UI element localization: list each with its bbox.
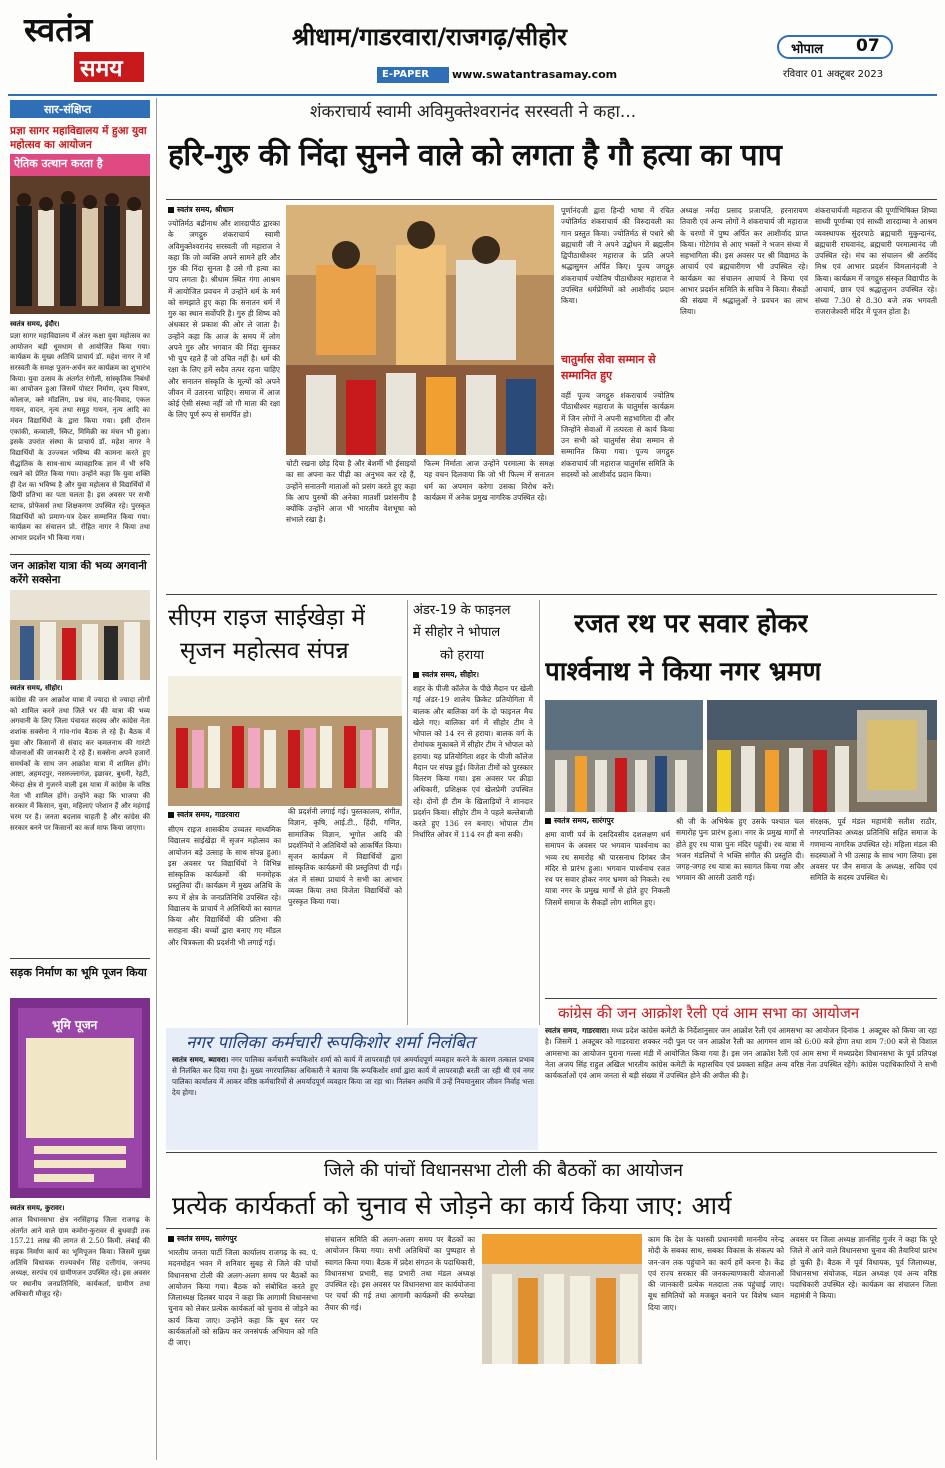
bjp-kicker: जिले की पांचों विधानसभा टोली की बैठकों का आयोजन [324,1160,683,1181]
byline-bullet-icon [168,207,174,213]
sidebar-story2-byline: स्वतंत्र समय, सीहोर। [10,684,63,692]
u19-headline-line1: अंडर-19 के फाइनल [413,603,511,618]
cm-rise-headline-line1: सीएम राइज साईखेड़ा में [168,605,366,631]
nagar-text-body: नगर पालिका कर्मचारी रूपकिशोर शर्मा को कार्य में लापरवाही एवं अमर्यादपूर्ण व्यवहार करने के कारण तत्काल प्रभाव से निलंबित कर दिया गया है। मुख्य नगरपालिका अधिकारी ने बताया कि रूपकिशोर शर्मा द्वारा कार्य में लापरवाही बरती जा रही थी एवं नगर पालिका कार्यालय में आकर वरिष्ठ कर्मचारियों से अमर्यादपूर्ण व्यवहार किया जा रहा था। निलंबन अवधि में उन्हें नियमानुसार जीवन निर्वाह भत्ता देय होगा। [172,1055,534,1097]
lead-photo-caption-right: फिल्म निर्माता आज उन्होंने परमात्मा के समक्ष यह वचन दिलवाया कि जो भी फिल्म में सनातन धर्म का अपमान करेगा उसका विरोध करें। कार्यक्रम में अनेक प्रमुख नागरिक उपस्थित रहे। [424,459,554,502]
rath-photo-left-art [545,700,703,812]
website-link[interactable]: www.swatantrasamay.com [452,68,618,81]
bjp-headline: प्रत्येक कार्यकर्ता को चुनाव से जोड़ने का कार्य किया जाए: आर्य [172,1191,732,1220]
sidebar-story3-text: आज विधानसभा क्षेत्र नरसिंहगढ़ जिला राजगढ़ के अंतर्गत आने वाले ग्राम कमोरा-कुरावर से बुधवाड़ी तक 157.21 लाख की लागत से 2.50 किमी. लंबाई की सड़क निर्माण कार्य का भूमिपूजन किया। जिसमें मुख्य अतिथि विधायक राज्यवर्धन सिंह दत्तीगांव, जनपद अध्यक्ष, सरपंच एवं ग्रामीणजन उपस्थित रहे। इस अवसर पर स्थानीय जनप्रतिनिधि, कार्यकर्ता, ग्रामीण तथा अधिकारी मौजूद रहे। [10,1216,150,1299]
nagar-byline: स्वतंत्र समय, ब्यावरा। [172,1055,229,1064]
lead-bottom-rule [166,594,937,595]
logo-top-text: स्वतंत्र [24,10,93,49]
masthead-cities: श्रीधाम/गाडरवारा/राजगढ़/सीहोर [292,23,567,51]
byline-bullet-icon [545,818,551,824]
rath-col2-text: श्री जी के अभिषेक हुए उसके पश्चात चल समारोह पुनः प्रारंभ हुआ। नगर के प्रमुख मार्गों से होते हुए रथ यात्रा पुनः मंदिर पहुंची। रथ यात्रा में भजन मंडलियों ने भक्ति संगीत की प्रस्तुति दी। जगह-जगह रथ यात्रा का स्वागत किया गया और भगवान की आरती उतारी गई। [676,817,804,883]
sidebar-story3-headline: सड़क निर्माण का भूमि पूजन किया [10,966,147,979]
lead-photo-art [286,205,554,455]
sidebar-story1-byline: स्वतंत्र समय, इंदौर। [10,320,60,328]
byline-bullet-icon [168,1236,174,1242]
mid-bottom-rule [166,1152,937,1153]
nagar-headline: नगर पालिका कर्मचारी रूपकिशोर शर्मा निलंबित [186,1033,475,1053]
logo-bottom-text: समय [80,56,123,82]
rath-headline-line2: पार्श्वनाथ ने किया नगर भ्रमण [545,657,822,687]
edition-label: भोपाल [791,42,824,57]
byline-bullet-icon [168,812,174,818]
rath-byline-text: स्वतंत्र समय, सारंगपुर [554,816,614,825]
sidebar-column-rule [156,98,157,1460]
u19-headline-line3: को हराया [440,648,484,663]
lead-col1-text: ज्योतिर्मठ बद्रीनाथ और शारदापीठ द्वारका के जगद्गुरु शंकराचार्य स्वामी अविमुक्तेश्वरानंद सरस्वती जी महाराज ने कहा कि जो व्यक्ति अपने सामने हरि और गुरु की निंदा सुनता है उसे गौ हत्या का पाप लगता है। श्रीधाम स्थित गंगा आश्रम में आयोजित प्रवचन में उन्होंने धर्म के मर्म को समझाते हुए कहा कि सनातन धर्म में गुरु का स्थान सर्वोपरि है। गुरु ही शिष्य को अंधकार से प्रकाश की ओर ले जाता है। उन्होंने कहा कि आज के समय में लोग अपने गुरु और भगवान की निंदा सुनकर भी चुप रहते हैं जो उचित नहीं है। धर्म की रक्षा के लिए हमें सदैव तत्पर रहना चाहिए और सनातन संस्कृति के मूल्यों को अपने जीवन में उतारना चाहिए। समाज में आज कोई ऐसी संस्था नहीं जो गौ माता की रक्षा के लिए पूर्ण रूप से समर्पित हो। [168,219,280,420]
lead-kicker: शंकराचार्य स्वामी अविमुक्तेश्वरानंद सरस्वती ने कहा... [310,102,637,122]
u19-byline-text: स्वतंत्र समय, सीहोर। [422,670,480,679]
lead-col3-text: अध्यक्ष नर्मदा प्रसाद प्रजापति, हरनारायण तिवारी एवं अन्य लोगों ने शंकराचार्य जी महाराज के चरणों में पुष्प अर्पित कर आशीर्वाद प्राप्त किया। गोटेगांव से आए भक्तों ने भजन संध्या में सहभागिता की। इस अवसर पर श्री विद्यामठ के आचार्य एवं ब्रह्मचारीगण भी उपस्थित रहे। कार्यक्रम का संचालन आचार्य ने किया एवं आभार प्रदर्शन समिति के सचिव ने किया। सैकड़ों की संख्या में श्रद्धालुओं ने प्रवचन का लाभ लिया। [680,206,808,317]
rath-bottom-rule [545,998,937,999]
rath-photo-right [707,700,937,812]
rath-photo-right-art [707,700,937,812]
bjp-col2-text: संचालन समिति की अलग-अलग समय पर बैठकों का आयोजन किया गया। सभी अतिथियों का पुष्पहार से स्वागत किया गया। बैठक में प्रदेश संगठन के पदाधिकारी, विधानसभा प्रभारी, सह प्रभारी तथा मंडल अध्यक्ष उपस्थित रहे। इस अवसर पर विधानसभा वार कार्ययोजना पर चर्चा की गई तथा आगामी कार्यक्रमों की रूपरेखा तैयार की गई। [325,1235,475,1312]
rath-byline [545,816,665,826]
masthead-divider [8,94,937,96]
epaper-label: E-PAPER [382,69,429,80]
lead-headline: हरि-गुरु की निंदा सुनने वाले को लगता है गौ हत्या का पाप [168,138,782,173]
rath-col1-text: क्षमा वाणी पर्व के दसदिवसीय दशलक्षण धर्म समापन के अवसर पर भगवान पार्श्वनाथ का भव्य रथ समारोह श्री पारसनाथ दिगंबर जैन मंदिर से प्रारंभ हुआ। भगवान पार्श्वनाथ रजत रथ पर सवार होकर नगर भ्रमण को निकले। रथ यात्रा नगर के प्रमुख मार्गों से होते हुए निकली जिसमें समाज के सैकड़ों लोग शामिल हुए। [545,830,670,907]
sidebar-divider-1 [10,554,150,555]
u19-column-rule [539,600,540,1025]
lead-col4-text: शंकराचार्यजी महाराज की पूर्णाभिषिक्त शिष्या साध्वी पूर्णाम्बा एवं साध्वी शारदाम्बा ने आश्रम व्यवस्थापक सुंदरपाठे ब्रह्मचारी मुकुन्दानंद, ब्रह्मचारी राघवानंद, ब्रह्मचारी परमात्मानंद जी उपस्थित रहे। मंच का संचालन श्री अरविंद मिश्र एवं आभार प्रदर्शन विमलानंदजी ने किया। कार्यक्रम में जगद्गुरु संस्कृत विद्यापीठ के आचार्य, छात्र एवं श्रद्धालुजन उपस्थित रहे। संध्या 7.30 से 8.30 बजे तक भगवती राजराजेश्वरी मंदिर में पूजन होता है। [815,206,937,317]
sidebar-story3-byline: स्वतंत्र समय, कुरावर। [10,1204,65,1212]
lead-subheading: चातुर्मास सेवा सम्मान से सम्मानित हुए [561,353,656,382]
sidebar-story2-text: कांग्रेस की जन आक्रोश यात्रा में ज्यादा से ज्यादा लोगों को शामिल करने तथा जिले भर की यात्रा की भव्य अगवानी के लिए जिला पंचायत सदस्य और कांग्रेस नेता शशांक सक्सेना ने गांव-गांव बैठक ले रहे हैं। बैठक में युवा और किसानों से संवाद कर कमलनाथ की गारंटी योजनाओं की जानकारी दे रहे हैं। सक्सेना अपने हजारों समर्थकों के साथ जन आक्रोश यात्रा में शामिल होंगे। आष्टा, अहमदपुर, नसरुल्लागंज, इछावर, बुधनी, रेहटी, भैरुंदा क्षेत्र से गुजरने वाली इस यात्रा में कांग्रेस के वरिष्ठ नेता भी शामिल होंगे। उन्होंने कहा कि भाजपा की सरकार में किसान, युवा, महिलाएं परेशान हैं और महंगाई चरम पर है। जनता बदलाव चाहती है और कांग्रेस की सरकार बनने पर किसानों का कर्ज माफ किया जाएगा। [10,696,150,832]
sidebar-story1-text: प्रज्ञा सागर महाविद्यालय में अंतर कक्षा युवा महोत्सव का आयोजन बड़ी धूमधाम से आयोजित किया गया। कार्यक्रम के मुख्य अतिथि प्राचार्य डॉ. महेश नागर ने माँ सरस्वती के समक्ष पूजन-अर्चन कर कार्यक्रम का शुभारंभ किया। युवा उत्सव के अंतर्गत रंगोली, सांस्कृतिक निबंधों का आयोजन हुआ जिसमें पोस्टर निर्माण, दृश्य चित्रण, कोलाज, क्ले मॉडलिंग, प्रश्न मंच, वाद-विवाद, एकल गायन, वादन, नृत्य तथा समूह गायन, नृत्य आदि का मंचन विद्यार्थियों के द्वारा किया गया। इसी दौरान एकांकी, कव्वाली, स्किट, मिमिक्री का मंचन भी हुआ। इसके उपरांत संस्था के प्राचार्य डॉ. महेश नागर ने विद्यार्थियों के उज्ज्वल भविष्य की कामना करते हुए सैद्धांतिक के साथ-साथ व्यावहारिक ज्ञान में भी रुचि रखने को प्रेरित किया गया। उन्होंने कहा कि युवा शक्ति ही देश का भविष्य है और युवा महोत्सव से विद्यार्थियों में छिपी प्रतिभा का पता चलता है। इस अवसर पर सभी स्टाफ, प्रोफेसर्स तथा शिक्षकगण उपस्थित रहे। पुरस्कृत विद्यार्थियों को प्रमाण-पत्र देकर सम्मानित किया गया। कार्यक्रम का संचालन प्रो. रोहित नागर ने किया तथा आभार प्रदर्शन भी किया गया। [10,332,150,542]
sidebar [10,98,150,1458]
bjp-byline [168,1234,318,1244]
masthead [0,0,945,95]
sidebar-story3-photo-banner: भूमि पूजन [52,1018,98,1032]
cm-rise-photo-art [168,676,402,806]
masthead-logo [18,4,158,90]
bjp-col1-text: भारतीय जनता पार्टी जिला कार्यालय राजगढ़ के स्व. पं. मदनमोहन भवन में शनिवार सुबह से जिले की पांचों विधानसभा टोली की अलग-अलग समय पर बैठकों का आयोजन किया गया। बैठक को संबोधित करते हुए जिलाध्यक्ष दिलबर यादव ने कहा कि आगामी विधानसभा चुनाव को लेकर प्रत्येक कार्यकर्ता को चुनाव से जोड़ने का कार्य किया जाए। उन्होंने कहा कि बूथ स्तर पर कार्यकर्ताओं को सक्रिय कर जनसंपर्क अभियान को गति दी जाए। [168,1248,318,1347]
sidebar-story2-photo [10,590,150,680]
bjp-col4-text: अवसर पर जिला अध्यक्ष ज्ञानसिंह गुर्जर ने कहा कि पूरे जिले में आने वाले विधानसभा चुनाव की तैयारियां प्रारंभ हो चुकी हैं। बैठक में पूर्व विधायक, पूर्व जिलाध्यक्ष, विधानसभा संयोजक, मंडल अध्यक्ष एवं अन्य वरिष्ठ पदाधिकारी उपस्थित रहे। कार्यक्रम का संचालन जिला महामंत्री ने किया। [790,1235,937,1301]
sidebar-story2-photo-art [10,590,150,680]
byline-bullet-icon [413,672,419,678]
bjp-photo-art [482,1234,642,1364]
rath-photo-left [545,700,703,812]
sidebar-story1-photo-banner: ऐतिक उत्थान करता है [14,157,103,170]
cm-rise-photo [168,676,402,806]
congress-text [545,1025,937,1145]
page-number: 07 [856,36,880,56]
sidebar-story1-photo-art [10,154,150,314]
cm-rise-byline-text: स्वतंत्र समय, गाडरवारा [177,810,240,819]
nagar-text [172,1055,534,1145]
lead-byline [168,205,278,215]
rath-headline-line1: रजत रथ पर सवार होकर [574,609,809,639]
u19-byline [413,670,533,680]
lead-col2-bottom-text: वहीं पूज्य जगद्गुरु शंकराचार्य ज्योतिष पीठाधीश्वर महाराज के चातुर्मास कार्यक्रम में जिन लोगों ने अपनी सहभागिता दी और जिन्होंने सेवाओं में तत्परता से कार्य किया उन सभी को चातुर्मास सेवा सम्मान से सम्मानित किया गया। पूज्य जगद्गुरु शंकराचार्य जी महाराज चातुर्मास समिति के सदस्यों को आशीर्वाद प्रदान किया। [561,391,674,479]
sidebar-story2-headline: जन आक्रोश यात्रा की भव्य अगवानी करेंगे सक्सेना [10,560,147,586]
sidebar-story1-headline: प्रज्ञा सागर महाविद्यालय में हुआ युवा महोत्सव का आयोजन [10,125,147,151]
bjp-photo [482,1234,642,1364]
bjp-headline-rule [166,1228,937,1229]
bjp-byline-text: स्वतंत्र समय, सारंगपुर [177,1234,237,1243]
u19-headline-line2: में सीहोर ने भोपाल [413,625,501,640]
sidebar-divider-2 [10,958,150,959]
cm-rise-col1-text: सीएम राइज शासकीय उच्चतर माध्यमिक विद्यालय साईखेड़ा में सृजन महोत्सव का आयोजन बड़े उत्साह के साथ संपन्न हुआ। इस अवसर पर विद्यार्थियों ने विभिन्न सांस्कृतिक कार्यक्रमों की मनमोहक प्रस्तुतियां दीं। कार्यक्रम में मुख्य अतिथि के रूप में क्षेत्र के जनप्रतिनिधि उपस्थित रहे। विद्यालय के प्राचार्य ने अतिथियों का स्वागत किया और विद्यार्थियों की प्रतिभा की सराहना की। बच्चों द्वारा बनाए गए मॉडल और चित्रकला की प्रदर्शनी भी लगाई गई। [168,825,281,947]
congress-headline: कांग्रेस की जन आक्रोश रैली एवं आम सभा का आयोजन [558,1004,860,1022]
lead-byline-text: स्वतंत्र समय, श्रीधाम [177,205,234,214]
lead-headline-rule [166,199,937,200]
sidebar-section-title: सार-संक्षिप्त [44,103,92,116]
rath-col3-text: संरक्षक, पूर्व मंडल महामंत्री सतीश राठौर, नगरपालिका अध्यक्ष प्रतिनिधि सहित समाज के गणमान्य नागरिक उपस्थित रहे। महिला मंडल की सदस्याओं ने भी उत्साह के साथ भाग लिया। इस अवसर पर जैन समाज के अध्यक्ष, सचिव एवं समिति के सदस्य उपस्थित थे। [810,817,937,883]
congress-byline: स्वतंत्र समय, गाडरवारा। [545,1026,609,1035]
cm-rise-column-rule [407,600,408,1025]
cm-rise-headline-line2: सृजन महोत्सव संपन्न [180,638,349,664]
lead-photo [286,205,554,455]
congress-text-body: मध्य प्रदेश कांग्रेस कमेटी के निर्देशानुसार जन आक्रोश रैली एवं आमसभा का आयोजन दिनांक 1 अक्टूबर को किया जा रहा है। जिसमें 1 अक्टूबर को गाडरवारा शक्कर नदी पुल पर जन आक्रोश रैली का आगमन शाम को 6:00 बजे होगा तथा शाम 7:00 बजे से विशाल आमसभा का आयोजन पुराना गल्ला मंडी में आयोजित किया गया है। इस जन आक्रोश रैली एवं आम सभा में मध्यप्रदेश विधानसभा के पूर्व प्रतिपक्ष नेता अजय सिंह राहुल अखिल भारतीय कांग्रेस कमेटी के महासचिव एवं प्रवक्ता सहित अन्य वरिष्ठ नेता उपस्थित रहेंगे। कांग्रेस पदाधिकारियों ने सभी कार्यकर्ताओं एवं आम जनता से बड़ी संख्या में उपस्थित होने की अपील की है। [545,1026,937,1080]
u19-text: शहर के पीजी कॉलेज के पीछे मैदान पर खेली गई अंडर-19 शालेय क्रिकेट प्रतियोगिता में बालक और बालिका वर्ग के दो फाइनल मैच खेले गए। बालिका वर्ग में सीहोर टीम ने भोपाल को 14 रन से हराया। बालक वर्ग के रोमांचक मुकाबले में सीहोर टीम ने भोपाल को हराया। यह प्रतियोगिता शहर के पीजी कॉलेज मैदान पर संपन्न हुई। विजेता टीमों को पुरस्कार वितरण किया गया। इस अवसर पर क्रीड़ा अधिकारी, प्रशिक्षक एवं खेलप्रेमी उपस्थित रहे। दोनों ही टीम के खिलाड़ियों ने शानदार प्रदर्शन किया। सीहोर टीम ने पहले बल्लेबाजी करते हुए 136 रन बनाए। भोपाल टीम निर्धारित ओवर में 114 रन ही बना सकी। [413,684,533,840]
bjp-col3-text: काम कि देश के यशस्वी प्रधानमंत्री माननीय नरेन्द्र मोदी के सबका साथ, सबका विकास के संकल्प को जन-जन तक पहुंचाने का कार्य हमें करना है। केंद्र एवं राज्य सरकार की जनकल्याणकारी योजनाओं की जानकारी प्रत्येक मतदाता तक पहुंचाई जाए। बूथ समितियों को मजबूत बनाने पर विशेष ध्यान दिया जाए। [648,1235,784,1312]
sidebar-story1-photo [10,154,150,314]
lead-photo-caption-left: चोटी रखना छोड़ दिया है और बेशर्मी भी ईसाइयों का सा अपना कर पीढ़ी का अनुभव कर रहे हैं, उन्होंने सनातनी माताओं को प्रसंग करते हुए कहा कि आप पुरुषों की अनेका मातर्शी प्रशंसनीय है क्योंकि उन्होंने आज भी भारतीय वेशभूषा को संभाले रखा है। [286,459,416,525]
lead-col2-top-text: पूर्णानंदजी द्वारा हिन्दी भाषा में रचित ज्योतिर्मठ शंकराचार्य की विरुदावली का गान प्रस्तुत किया। ज्योतिर्मठ से पधारे श्री ब्रह्मचारी जी ने अपने उद्बोधन में ब्रह्मलीन द्विपीठाधीश्वर महाराज के प्रति अपने श्रद्धासुमन अर्पित किए। पूज्य जगद्गुरु शंकराचार्य ज्योतिष पीठाधीश्वर महाराज ने उपस्थित धर्मप्रेमियों को आशीर्वाद प्रदान किया। [561,206,674,305]
issue-date: रविवार 01 अक्टूबर 2023 [783,69,884,80]
cm-rise-col2-text: की प्रदर्शनी लगाई गई। पुस्तकालय, संगीत, विज्ञान, कृषि, आई.टी., हिंदी, गणित, सामाजिक विज्ञान, भूगोल आदि की प्रदर्शनियों ने अतिथियों को आकर्षित किया। सृजन कार्यक्रम में विद्यार्थियों द्वारा सांस्कृतिक कार्यक्रमों की प्रस्तुतियां दी गईं। अंत में संस्था प्राचार्य ने सभी का आभार व्यक्त किया तथा विजेता विद्यार्थियों को पुरस्कृत किया गया। [288,807,402,906]
